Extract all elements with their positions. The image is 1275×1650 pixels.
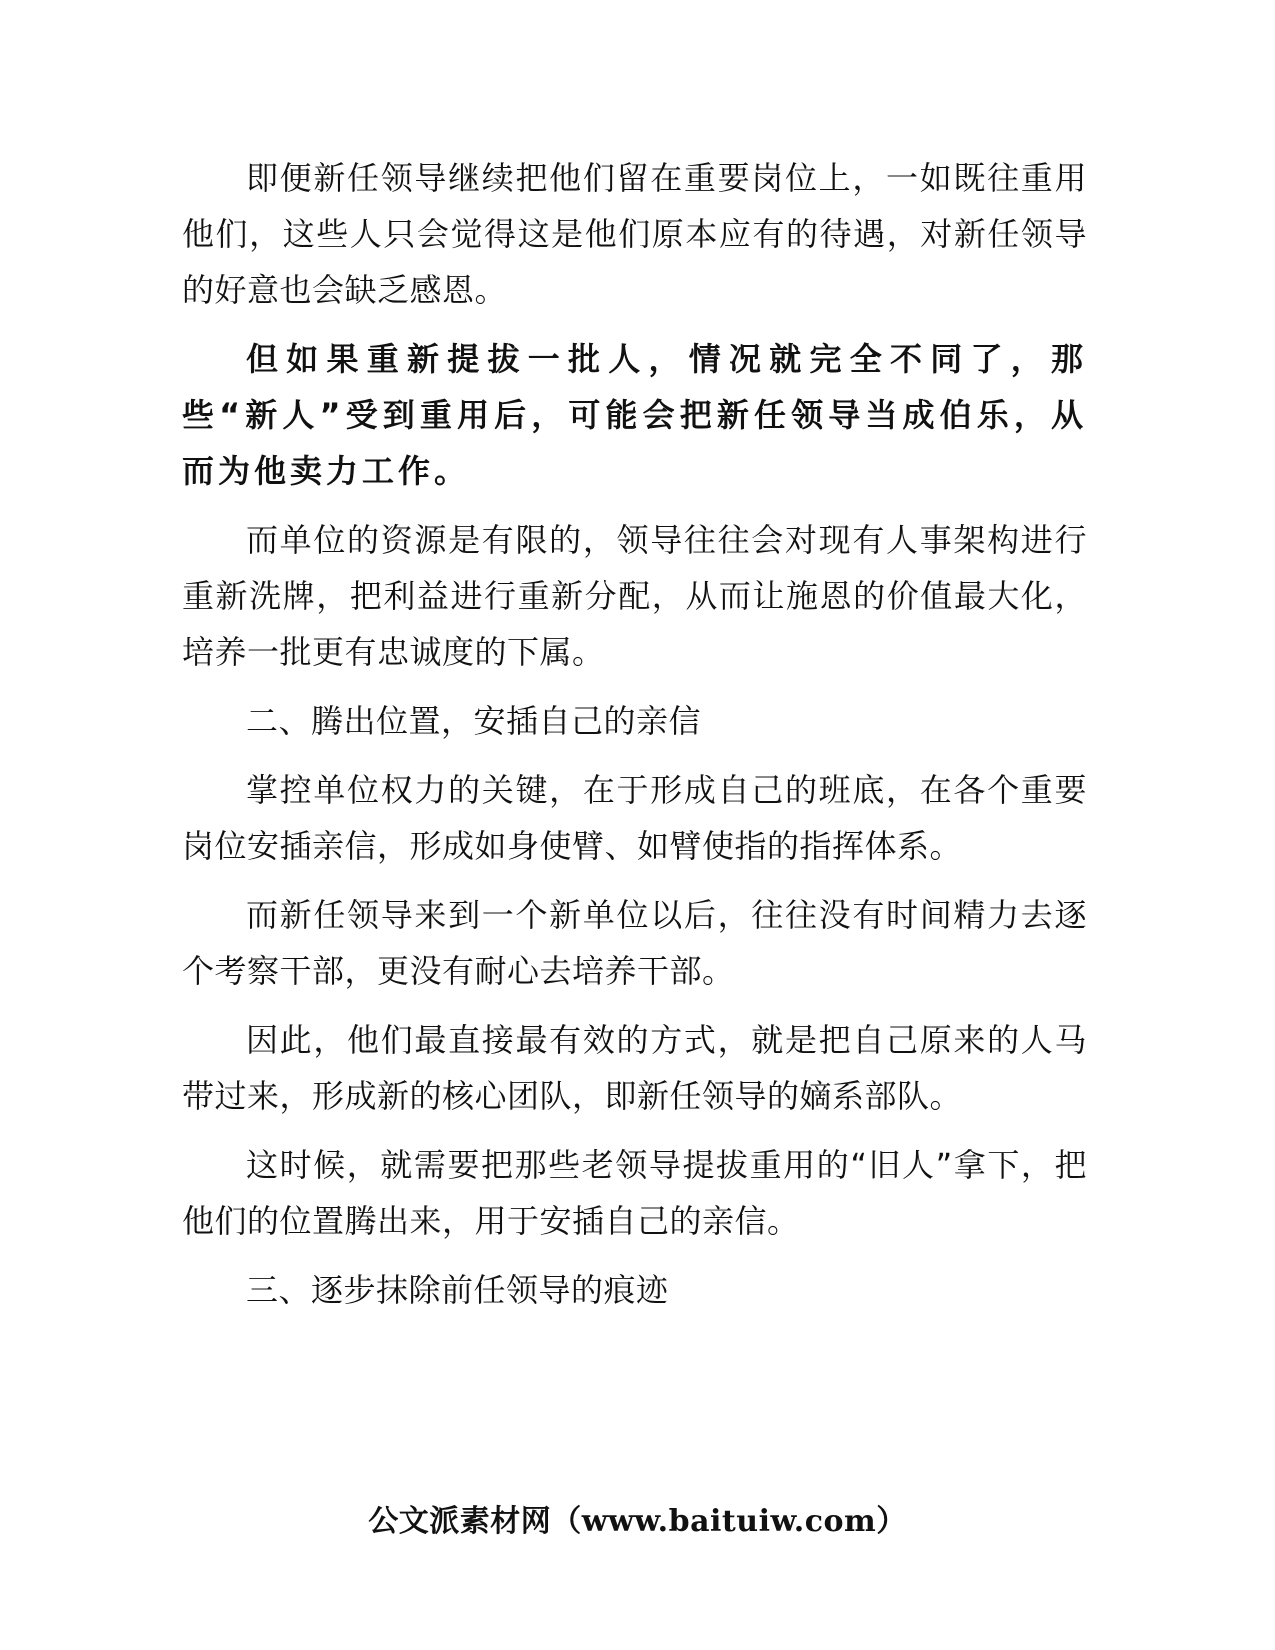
paragraph-3: 而单位的资源是有限的，领导往往会对现有人事架构进行重新洗牌，把利益进行重新分配，从而让施恩的价值最大化，培养一批更有忠诚度的下属。 bbox=[182, 521, 1087, 671]
paragraph-1: 即便新任领导继续把他们留在重要岗位上，一如既往重用他们，这些人只会觉得这是他们原本应有的待遇，对新任领导的好意也会缺乏感恩。 bbox=[182, 159, 1087, 309]
page-footer: 公文派素材网（www.baituiw.com） bbox=[368, 1504, 907, 1539]
paragraph-2: 但如果重新提拔一批人，情况就完全不同了，那些“新人”受到重用后，可能会把新任领导当成伯乐，从而为他卖力工作。 bbox=[182, 340, 1087, 490]
paragraph-7: 这时候，就需要把那些老领导提拔重用的“旧人”拿下，把他们的位置腾出来，用于安插自己的亲信。 bbox=[182, 1146, 1087, 1240]
paragraph-4: 掌控单位权力的关键，在于形成自己的班底，在各个重要岗位安插亲信，形成如身使臂、如臂使指的指挥体系。 bbox=[182, 771, 1087, 865]
section-heading-3: 三、逐步抹除前任领导的痕迹 bbox=[246, 1271, 669, 1309]
section-heading-2: 二、腾出位置，安插自己的亲信 bbox=[246, 702, 702, 740]
document-body bbox=[182, 150, 1087, 1331]
paragraph-5: 而新任领导来到一个新单位以后，往往没有时间精力去逐个考察干部，更没有耐心去培养干部。 bbox=[182, 896, 1087, 990]
paragraph-6: 因此，他们最直接最有效的方式，就是把自己原来的人马带过来，形成新的核心团队，即新任领导的嫡系部队。 bbox=[182, 1021, 1087, 1115]
